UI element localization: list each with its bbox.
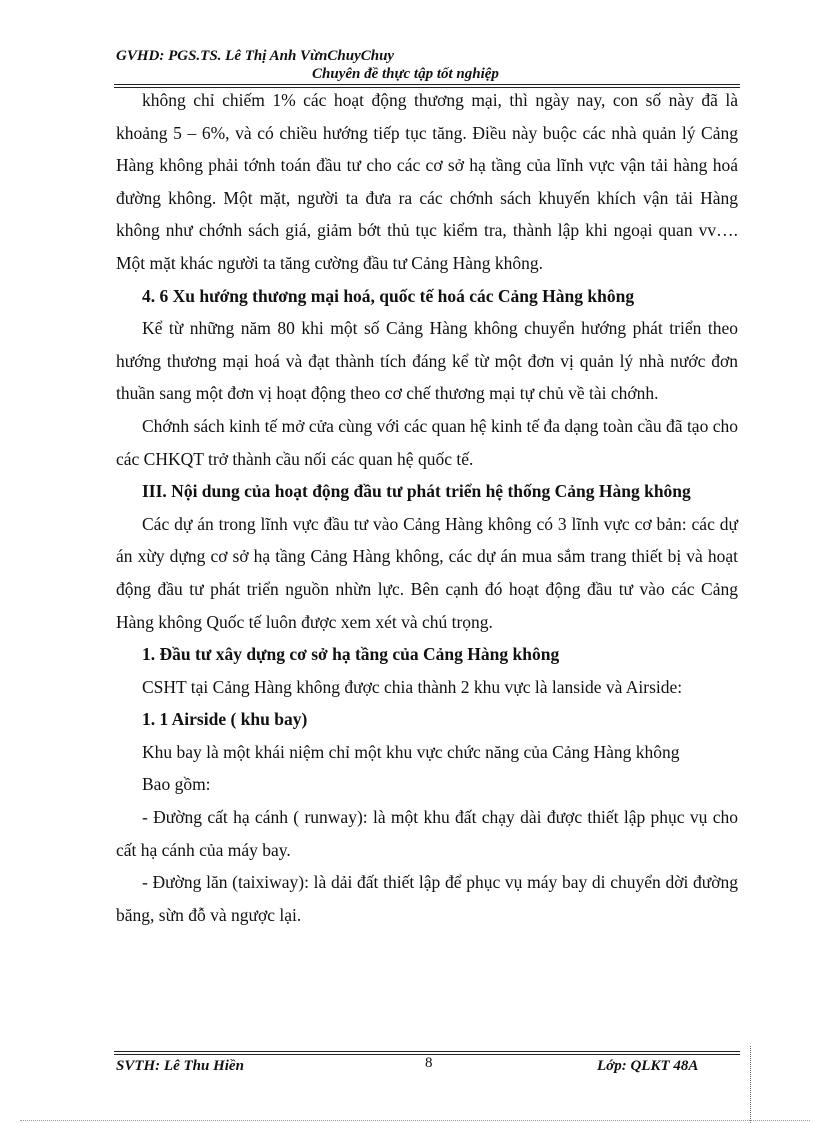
header-advisor: GVHD: PGS.TS. Lê Thị Anh VừnChuyChuy	[116, 48, 395, 64]
section-heading: 4. 6 Xu hướng thương mại hoá, quốc tế hoá các Cảng Hàng không	[142, 285, 635, 306]
paragraph: Bao gồm:	[142, 774, 211, 795]
subsection-heading: 1. 1 Airside ( khu bay)	[142, 709, 308, 730]
paragraph: không chỉ chiếm 1% các hoạt động thương mại, thì ngày nay, con số này đã là khoảng 5 – 6%, và có chiều hướng tiếp tục tăng. Điều này buộc các nhà quản lý Cảng Hàng không phải tớnh toán đầu tư cho các cơ sở hạ tầng của lĩnh vực vận tải hàng hoá đường không. Một mặt, người ta đưa ra các chớnh sách khuyến khích vận tải Hàng không như chớnh sách giá, giảm bớt thủ tục kiểm tra, thành lập khi ngoại quan vv…. Một mặt khác người ta tăng cường đầu tư Cảng Hàng không.	[116, 90, 738, 273]
section-heading: 1. Đầu tư xây dựng cơ sở hạ tầng của Cảng Hàng không	[142, 644, 560, 665]
footer-student: SVTH: Lê Thu Hiền	[116, 1058, 244, 1074]
paragraph: Khu bay là một khái niệm chỉ một khu vực chức năng của Cảng Hàng không	[142, 741, 680, 762]
footer-class: Lớp: QLKT 48A	[597, 1058, 699, 1074]
list-item: - Đường lăn (taixiway): là dải đất thiết lập để phục vụ máy bay di chuyển dời đường băng, sừn đỗ và ngược lại.	[116, 872, 738, 925]
paragraph: CSHT tại Cảng Hàng không được chia thành 2 khu vực là lanside và Airside:	[142, 676, 683, 697]
page-edge-guide	[750, 1046, 751, 1123]
footer-rule	[114, 1051, 740, 1052]
page-number: 8	[425, 1055, 433, 1071]
chapter-heading: III. Nội dung của hoạt động đầu tư phát triển hệ thống Cảng Hàng không	[142, 481, 691, 502]
paragraph: Kể từ những năm 80 khi một số Cảng Hàng không chuyển hướng phát triển theo hướng thương mại hoá và đạt thành tích đáng kể từ một đơn vị quản lý nhà nước đơn thuần sang một đơn vị hoạt động theo cơ chế thương mại tự chủ về tài chớnh.	[116, 318, 738, 404]
header-subtitle: Chuyên đề thực tập tốt nghiệp	[312, 66, 499, 82]
paragraph: Chớnh sách kinh tế mở cửa cùng với các quan hệ kinh tế đa dạng toàn cầu đã tạo cho các CHKQT trở thành cầu nối các quan hệ quốc tế.	[116, 415, 738, 469]
list-item: - Đường cất hạ cánh ( runway): là một khu đất chạy dài được thiết lập phục vụ cho cất hạ cánh của máy bay.	[116, 807, 738, 860]
paragraph: Các dự án trong lĩnh vực đầu tư vào Cảng Hàng không có 3 lĩnh vực cơ bản: các dự án xừy dựng cơ sở hạ tầng Cảng Hàng không, các dự án mua sắm trang thiết bị và hoạt động đầu tư phát triển nguồn nhừn lực. Bên cạnh đó hoạt động đầu tư vào các Cảng Hàng không Quốc tế luôn được xem xét và chú trọng.	[116, 513, 738, 632]
page-body	[116, 84, 738, 931]
page-bottom-guide	[20, 1120, 810, 1121]
